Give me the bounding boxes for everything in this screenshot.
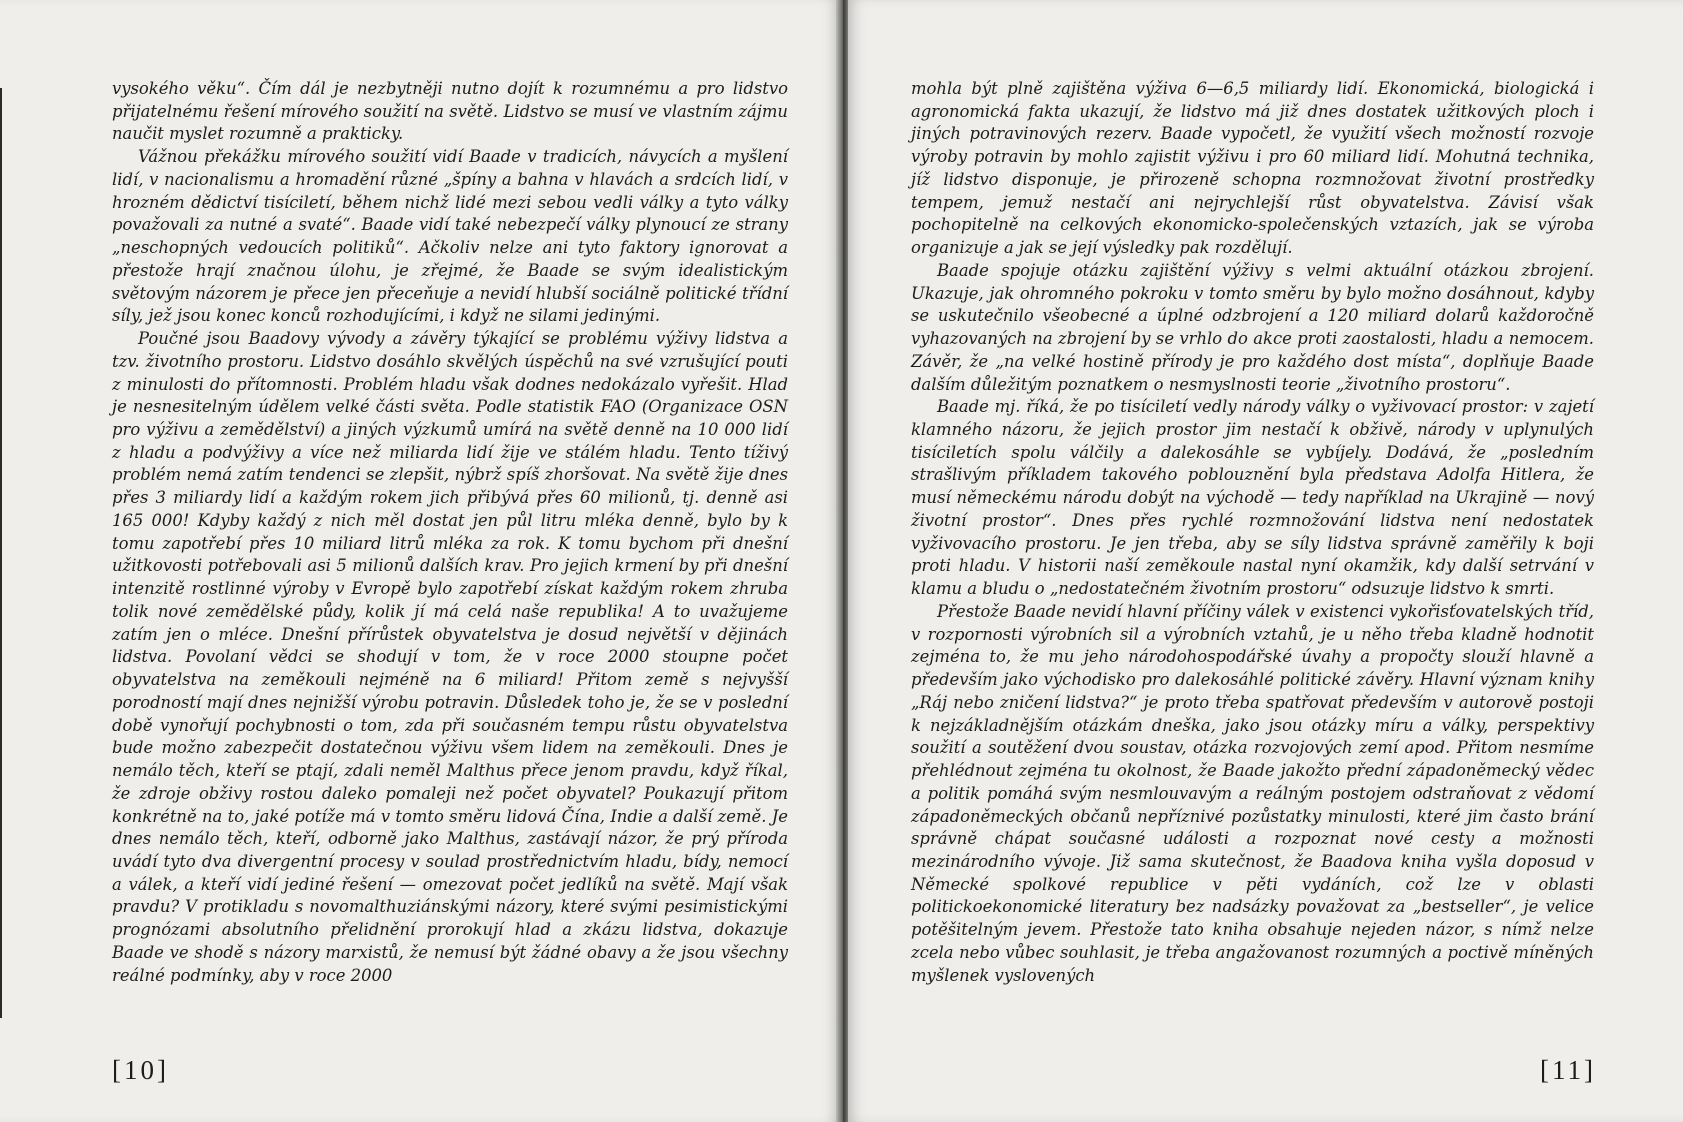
page-edge-shadow	[0, 88, 2, 1018]
paragraph: vysokého věku“. Čím dál je nezbytněji nutno dojít k rozumnému a pro lidstvo přijatelnému řešení mírového soužití na světě. Lidstvo se musí ve vlastním zájmu naučit myslet rozumně a prakticky.	[112, 79, 788, 144]
page-number-right: [11]	[1540, 1055, 1596, 1085]
paragraph: mohla být plně zajištěna výživa 6—6,5 miliardy lidí. Ekonomická, biologická i agronomická fakta ukazují, že lidstvo má již dnes dostatek užitkových ploch i jiných potravinových rezerv. Baade vypočetl, že využití všech možností rozvoje výroby potravin by mohlo zajistit výživu i pro 60 miliard lidí. Mohutná technika, jíž lidstvo disponuje, je přirozeně schopna rozmnožovat životní prostředky tempem, jemuž nestačí ani nejrychlejší růst obyvatelstva. Závisí však pochopitelně na celkových ekonomicko-společenských vztazích, jak se výroba organizuje a jak se její výsledky pak rozdělují.	[911, 79, 1594, 258]
paragraph: Baade spojuje otázku zajištění výživy s velmi aktuální otázkou zbrojení. Ukazuje, jak ohromného pokroku v tomto směru by bylo možno dosáhnout, kdyby se uskutečnilo všeobecné a úplné odzbrojení a 120 miliard dolarů každoročně vyhazovaných na zbrojení by se vrhlo do akce proti zaostalosti, hladu a nemocem. Závěr, že „na velké hostině přírody je pro každého dost místa“, doplňuje Baade dalším důležitým poznatkem o nesmyslnosti teorie „životního prostoru“.	[911, 260, 1594, 394]
paragraph: Poučné jsou Baadovy vývody a závěry týkající se problému výživy lidstva a tzv. životního prostoru. Lidstvo dosáhlo skvělých úspěchů na své vzrušující pouti z minulosti do přítomnosti. Problém hladu však dodnes nedokázalo vyřešit. Hlad je nesnesitelným údělem velké části světa. Podle statistik FAO (Organizace OSN pro výživu a zemědělství) a jiných výzkumů umírá na světě denně na 10 000 lidí z hladu a podvýživy a více než miliarda lidí žije ve stálém hladu. Tento tíživý problém nemá zatím tendenci se zlepšit, nýbrž spíš zhoršovat. Na světě žije dnes přes 3 miliardy lidí a každým rokem jich přibývá přes 60 milionů, tj. denně asi 165 000! Kdyby každý z nich měl dostat jen půl litru mléka denně, bylo by k tomu zapotřebí přes 10 miliard litrů mléka za rok. K tomu bychom při dnešní užitkovosti potřebovali asi 5 milionů dalších krav. Pro jejich krmení by při dnešní intenzitě rostlinné výroby v Evropě bylo zapotřebí získat každým rokem zhruba tolik nové zemědělské půdy, kolik jí má celá naše republika! A to uvažujeme zatím jen o mléce. Dnešní přírůstek obyvatelstva je dosud největší v dějinách lidstva. Povolaní vědci se shodují v tom, že v roce 2000 stoupne počet obyvatelstva na zeměkouli nejméně na 6 miliard! Přitom země s nejvyšší porodností mají dnes nejnižší výrobu potravin. Důsledek toho je, že se v poslední době vynořují pochybnosti o tom, zda při současném tempu růstu obyvatelstva bude možno zabezpečit dostatečnou výživu všem lidem na zeměkouli. Dnes je nemálo těch, kteří se ptají, zdali neměl Malthus přece jenom pravdu, když říkal, že zdroje obživy rostou daleko pomaleji než počet obyvatel? Poukazují přitom konkrétně na to, jaké potíže má v tomto směru lidová Čína, Indie a další země. Je dnes nemálo těch, kteří, odborně jako Malthus, zastávají názor, že prý příroda uvádí tyto dva divergentní procesy v soulad prostřednictvím hladu, bídy, nemocí a válek, a kteří vidí jediné řešení — omezovat počet jedlíků na světě. Mají však pravdu? V protikladu s novomalthuziánskými názory, které svými pesimistickými prognózami absolutního přelidnění prorokují hlad a zkázu lidstva, dokazuje Baade ve shodě s názory marxistů, že nemusí být žádné obavy a že jsou všechny reálné podmínky, aby v roce 2000	[112, 329, 788, 985]
page-number-left: [10]	[112, 1055, 169, 1085]
left-page-text	[112, 78, 788, 987]
paragraph: Baade mj. říká, že po tisíciletí vedly národy války o vyživovací prostor: v zajetí klamného názoru, že jejich prostor jim nestačí k obživě, národy v uplynulých tisíciletích spolu válčily a dalekosáhle se vybíjely. Dodává, že „posledním strašlivým příkladem takového poblouznění byla představa Adolfa Hitlera, že musí německému národu dobýt na východě — tedy například na Ukrajině — nový životní prostor“. Dnes přes rychlé rozmnožování lidstva není nedostatek vyživovacího prostoru. Je jen třeba, aby se síly lidstva správně zaměřily k boji proti hladu. V historii naší zeměkoule nastal nyní okamžik, kdy další setrvání v klamu a bludu o „nedostatečném životním prostoru“ odsuzuje lidstvo k smrti.	[911, 397, 1594, 599]
paragraph: Vážnou překážku mírového soužití vidí Baade v tradicích, návycích a myšlení lidí, v nacionalismu a hromadění různé „špíny a bahna v hlavách a srdcích lidí, v hrozném dědictví tisíciletí, během nichž lidé mezi sebou vedli války a tyto války považovali za nutné a svaté“. Baade vidí také nebezpečí války plynoucí ze strany „neschopných vedoucích politiků“. Ačkoliv nelze ani tyto faktory ignorovat a přestože hrají značnou úlohu, je zřejmé, že Baade se svým idealistickým světovým názorem je přece jen přeceňuje a nevidí hlubší sociálně politické třídní síly, jež jsou konec konců rozhodujícími, i když ne silami jedinými.	[112, 147, 788, 326]
right-page-text	[911, 78, 1594, 987]
paragraph: Přestože Baade nevidí hlavní příčiny válek v existenci vykořisťovatelských tříd, v rozpornosti výrobních sil a výrobních vztahů, je u něho třeba kladně hodnotit zejména to, že mu jeho národohospodářské úvahy a propočty slouží hlavně a především jako východisko pro dalekosáhlé politické závěry. Hlavní význam knihy „Ráj nebo zničení lidstva?“ je proto třeba spatřovat především v autorově postoji k nejzákladnějším otázkám dneška, jako jsou otázky míru a války, perspektivy soužití a soutěžení dvou soustav, otázka rozvojových zemí apod. Přitom nesmíme přehlédnout zejména tu okolnost, že Baade jakožto přední západoněmecký vědec a politik pomáhá svým nesmlouvavým a reálným postojem odstraňovat z vědomí západoněmeckých občanů nepříznivé pozůstatky minulosti, které jim často brání správně chápat současné události a rozpoznat nové cesty a možnosti mezinárodního vývoje. Již sama skutečnost, že Baadova kniha vyšla doposud v Německé spolkové republice v pěti vydáních, což lze v oblasti politickoekonomické literatury bez nadsázky považovat za „bestseller“, je velice potěšitelným jevem. Přestože tato kniha obsahuje nejeden názor, s nímž nelze zcela nebo vůbec souhlasit, je třeba angažovanost rozumných a poctivě míněných myšlenek vyslovených	[911, 601, 1594, 985]
